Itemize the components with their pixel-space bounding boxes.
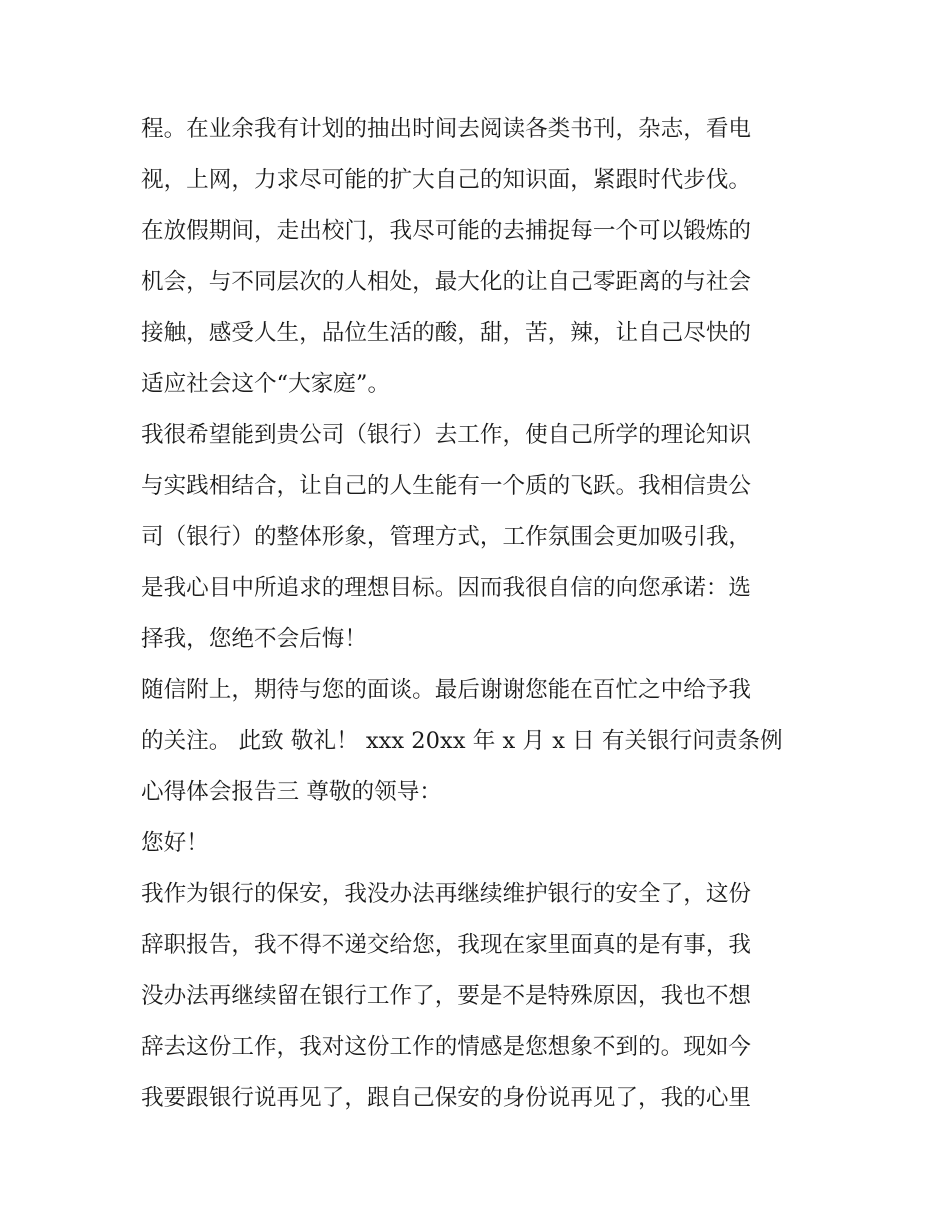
- text-line: 辞去这份工作，我对这份工作的情感是您想象不到的。现如今: [141, 1034, 752, 1060]
- text-line: 与实践相结合，让自己的人生能有一个质的飞跃。我相信贵公: [141, 473, 752, 499]
- text-line: 择我，您绝不会后悔！: [141, 626, 367, 652]
- text-line: 接触，感受人生，品位生活的酸，甜，苦，辣，让自己尽快的: [141, 320, 752, 346]
- text-line: 视，上网，力求尽可能的扩大自己的知识面，紧跟时代步伐。: [141, 167, 752, 193]
- text-line: 在放假期间，走出校门，我尽可能的去捕捉每一个可以锻炼的: [141, 218, 752, 244]
- text-line: 辞职报告，我不得不递交给您，我现在家里面真的是有事，我: [141, 932, 752, 958]
- text-line: 适应社会这个“大家庭”。: [141, 371, 391, 397]
- text-line: 的关注。 此致 敬礼！ xxx 20xx 年 x 月 x 日 有关银行问责条例: [141, 728, 783, 754]
- text-line: 我作为银行的保安，我没办法再继续维护银行的安全了，这份: [141, 881, 752, 907]
- text-line: 心得体会报告三 尊敬的领导：: [141, 779, 442, 805]
- document-body: [141, 104, 821, 1124]
- text-line: 机会，与不同层次的人相处，最大化的让自己零距离的与社会: [141, 269, 752, 295]
- text-line: 您好！: [141, 830, 209, 856]
- text-line: 随信附上，期待与您的面谈。最后谢谢您能在百忙之中给予我: [141, 677, 752, 703]
- text-line: 是我心目中所追求的理想目标。因而我很自信的向您承诺：选: [141, 575, 752, 601]
- text-line: 司（银行）的整体形象，管理方式，工作氛围会更加吸引我，: [141, 524, 752, 550]
- text-line: 程。在业余我有计划的抽出时间去阅读各类书刊，杂志，看电: [141, 116, 752, 142]
- text-line: 没办法再继续留在银行工作了，要是不是特殊原因，我也不想: [141, 983, 752, 1009]
- text-line: 我很希望能到贵公司（银行）去工作，使自己所学的理论知识: [141, 422, 752, 448]
- text-line: 我要跟银行说再见了，跟自己保安的身份说再见了，我的心里: [141, 1085, 752, 1111]
